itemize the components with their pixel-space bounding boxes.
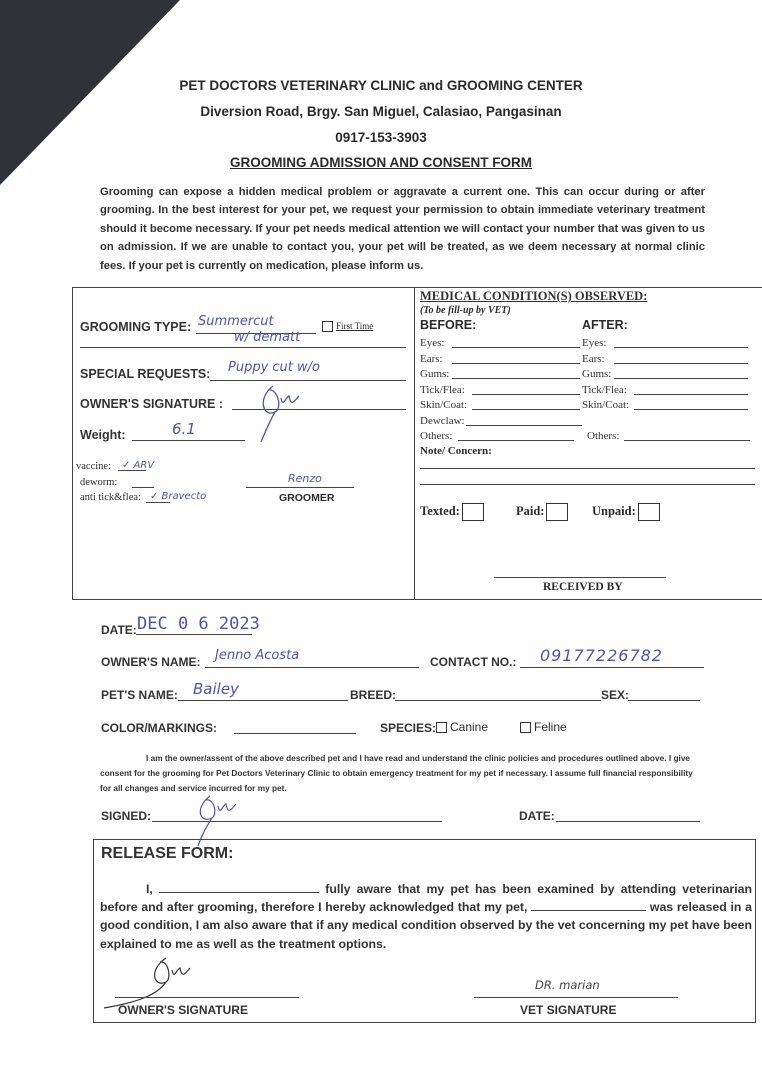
signed-date-label: DATE:	[519, 809, 555, 823]
medical-after-eyes: Eyes:	[582, 337, 607, 349]
intro-paragraph: Grooming can expose a hidden medical problem or aggravate a current one. This can occur during or after grooming. In the best interest for your pet, we request your permission to obtain immediate veterinary treatment should it become necessary. If your pet needs medical attention we will contact your number that was given to us on admission. If we are unable to contact you, your pet will be treated, as we deem necessary at normal clinic fees. If your pet is currently on medication, please inform us.	[100, 186, 705, 272]
antitick-label: anti tick&flea:	[80, 492, 141, 503]
consent-paragraph: I am the owner/assent of the above described pet and I have read and understand the clinic policies and procedures outlined above. I give consent for the grooming for Pet Doctors Veterinary Clinic to obtain emergency treatment for my pet if necessary. I assume full financial responsibility for all changes and service incurred for my pet.	[100, 753, 693, 793]
canine-option[interactable]: Canine	[436, 720, 488, 734]
vaccine-label: vaccine:	[76, 461, 111, 472]
medical-after-gums: Gums:	[582, 368, 612, 380]
feline-checkbox[interactable]	[520, 722, 531, 733]
owner-name-value: Jenno Acosta	[215, 648, 300, 663]
weight-value: 6.1	[172, 420, 196, 438]
contact-label: CONTACT NO.:	[430, 655, 517, 669]
antitick-value: ✓ Bravecto	[150, 491, 207, 502]
pet-name-value: Bailey	[193, 680, 239, 698]
canine-checkbox[interactable]	[436, 722, 447, 733]
medical-before-tickflea: Tick/Flea:	[420, 383, 465, 396]
medical-before-gums: Gums:	[420, 368, 450, 380]
grooming-type-label: GROOMING TYPE:	[80, 320, 192, 334]
breed-label: BREED:	[350, 688, 397, 702]
dewclaw-label: Dewclaw:	[420, 415, 465, 427]
date-stamp: DEC 0 6 2023	[137, 614, 260, 634]
owner-signature-label: OWNER'S SIGNATURE :	[80, 397, 224, 411]
medical-before-skincoat: Skin/Coat:	[420, 399, 468, 411]
clinic-address: Diversion Road, Brgy. San Miguel, Calasiao, Pangasinan	[200, 104, 562, 119]
weight-label: Weight:	[80, 428, 126, 442]
vet-name: DR. marian	[535, 978, 600, 992]
vet-signature-label: VET SIGNATURE	[520, 1003, 617, 1017]
release-title: RELEASE FORM:	[101, 845, 234, 862]
special-requests-label: SPECIAL REQUESTS:	[80, 367, 211, 381]
texted-checkbox[interactable]	[462, 503, 484, 521]
before-label: BEFORE:	[420, 318, 477, 332]
groomer-label: GROOMER	[279, 492, 335, 504]
medical-after-skincoat: Skin/Coat:	[582, 399, 630, 411]
feline-option[interactable]: Feline	[520, 720, 567, 734]
first-time-checkbox[interactable]	[322, 321, 333, 332]
sex-label: SEX:	[601, 688, 630, 702]
after-label: AFTER:	[582, 318, 628, 332]
release-paragraph: I, fully aware that my pet has been examined by attending veterinarian before and after grooming, therefore I hereby acknowledged that my pet, was released in a good condition, I am also aware that if any medical condition observed by the vet concerning my pet have been explained to me as well as the treatment options.	[100, 882, 753, 951]
grooming-type-value: Summercut	[198, 314, 274, 329]
vaccine-value: ✓ ARV	[122, 460, 155, 471]
deworm-label: deworm:	[80, 477, 118, 488]
medical-after-ears: Ears:	[582, 352, 605, 365]
medical-title: MEDICAL CONDITION(S) OBSERVED:	[420, 289, 648, 303]
grooming-type-value-line2: w/ dematt	[234, 330, 301, 345]
medical-before-ears: Ears:	[420, 352, 443, 365]
unpaid-field[interactable]: Unpaid:	[592, 503, 660, 521]
medical-after-tickflea: Tick/Flea:	[582, 383, 627, 396]
groomer-name: Renzo	[288, 472, 322, 485]
medical-before-eyes: Eyes:	[420, 337, 445, 349]
clinic-phone: 0917-153-3903	[335, 130, 427, 145]
first-time-option[interactable]: First Time	[322, 321, 373, 332]
clinic-name: PET DOCTORS VETERINARY CLINIC and GROOMING CENTER	[179, 78, 583, 93]
species-label: SPECIES:	[380, 721, 437, 735]
form-title: GROOMING ADMISSION AND CONSENT FORM	[230, 155, 532, 170]
special-requests-value: Puppy cut w/o	[228, 360, 320, 375]
others-after-label: Others:	[587, 430, 620, 442]
received-by-label: RECEIVED BY	[543, 581, 623, 593]
color-label: COLOR/MARKINGS:	[101, 721, 217, 735]
note-label: Note/ Concern:	[420, 445, 492, 457]
date-label: DATE:	[101, 623, 137, 637]
unpaid-checkbox[interactable]	[638, 503, 660, 521]
others-before-label: Others:	[420, 430, 453, 442]
owner-name-label: OWNER'S NAME:	[101, 655, 201, 669]
owner-signature-mark	[255, 378, 325, 448]
signed-label: SIGNED:	[101, 809, 152, 823]
pet-name-label: PET'S NAME:	[101, 688, 178, 702]
medical-subtitle: (To be fill-up by VET)	[420, 305, 511, 316]
texted-field[interactable]: Texted:	[420, 503, 484, 521]
panel-divider	[414, 287, 415, 600]
contact-value: 09177226782	[540, 646, 663, 665]
paid-field[interactable]: Paid:	[516, 503, 568, 521]
paid-checkbox[interactable]	[546, 503, 568, 521]
owner-signature-release-label: OWNER'S SIGNATURE	[118, 1003, 248, 1017]
